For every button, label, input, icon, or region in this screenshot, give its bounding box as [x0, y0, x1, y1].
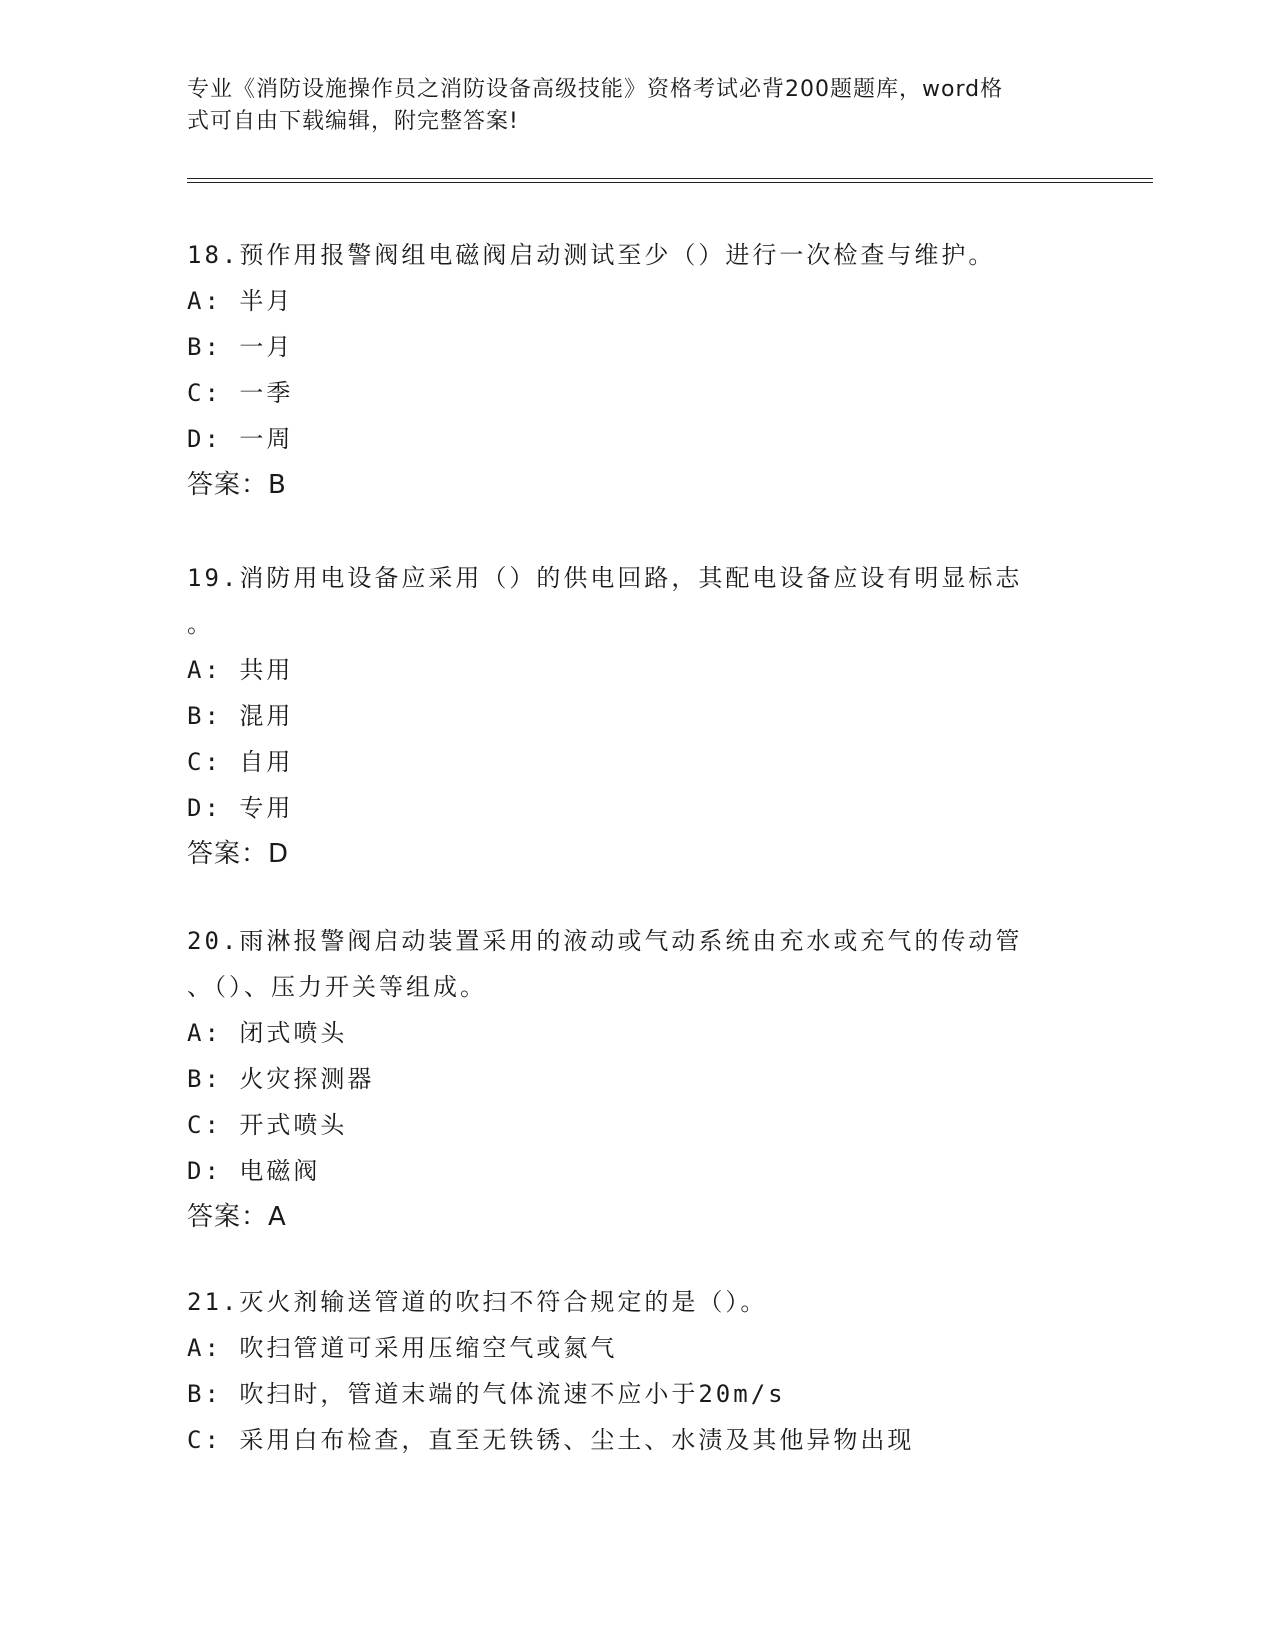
option-c: C: 自用 — [187, 748, 294, 776]
question-20 — [187, 918, 1087, 1240]
option-c: C: 采用白布检查，直至无铁锈、尘土、水渍及其他异物出现 — [187, 1426, 915, 1454]
option-b: B: 吹扫时，管道末端的气体流速不应小于20m/s — [187, 1380, 786, 1408]
option-b: B: 混用 — [187, 702, 294, 730]
document-header — [187, 74, 1067, 138]
answer: 答案：B — [187, 470, 287, 500]
header-divider-top — [187, 178, 1153, 179]
option-d: D: 一周 — [187, 425, 294, 453]
option-a: A: 半月 — [187, 287, 294, 315]
option-a: A: 共用 — [187, 656, 294, 684]
option-b: B: 一月 — [187, 333, 294, 361]
question-21 — [187, 1279, 1087, 1463]
question-18 — [187, 232, 1087, 508]
option-a: A: 闭式喷头 — [187, 1019, 348, 1047]
option-c: C: 一季 — [187, 379, 294, 407]
answer: 答案：A — [187, 1202, 287, 1232]
option-d: D: 专用 — [187, 794, 294, 822]
option-b: B: 火灾探测器 — [187, 1065, 375, 1093]
header-line-2: 式可自由下载编辑，附完整答案! — [187, 109, 519, 134]
question-text: 19.消防用电设备应采用（）的供电回路，其配电设备应设有明显标志 — [187, 564, 1023, 592]
question-text: 18.预作用报警阀组电磁阀启动测试至少（）进行一次检查与维护。 — [187, 241, 996, 269]
option-c: C: 开式喷头 — [187, 1111, 348, 1139]
question-text: 21.灭火剂输送管道的吹扫不符合规定的是（）。 — [187, 1288, 768, 1316]
header-divider-bottom — [187, 182, 1153, 183]
question-19 — [187, 555, 1087, 877]
question-text-continued: 。 — [187, 610, 214, 638]
question-text: 20.雨淋报警阀启动装置采用的液动或气动系统由充水或充气的传动管 — [187, 927, 1023, 955]
question-text-continued: 、（）、压力开关等组成。 — [187, 973, 487, 1001]
option-a: A: 吹扫管道可采用压缩空气或氮气 — [187, 1334, 618, 1362]
header-line-1: 专业《消防设施操作员之消防设备高级技能》资格考试必背200题题库，word格 — [187, 77, 1004, 102]
option-d: D: 电磁阀 — [187, 1157, 321, 1185]
answer: 答案：D — [187, 839, 290, 869]
